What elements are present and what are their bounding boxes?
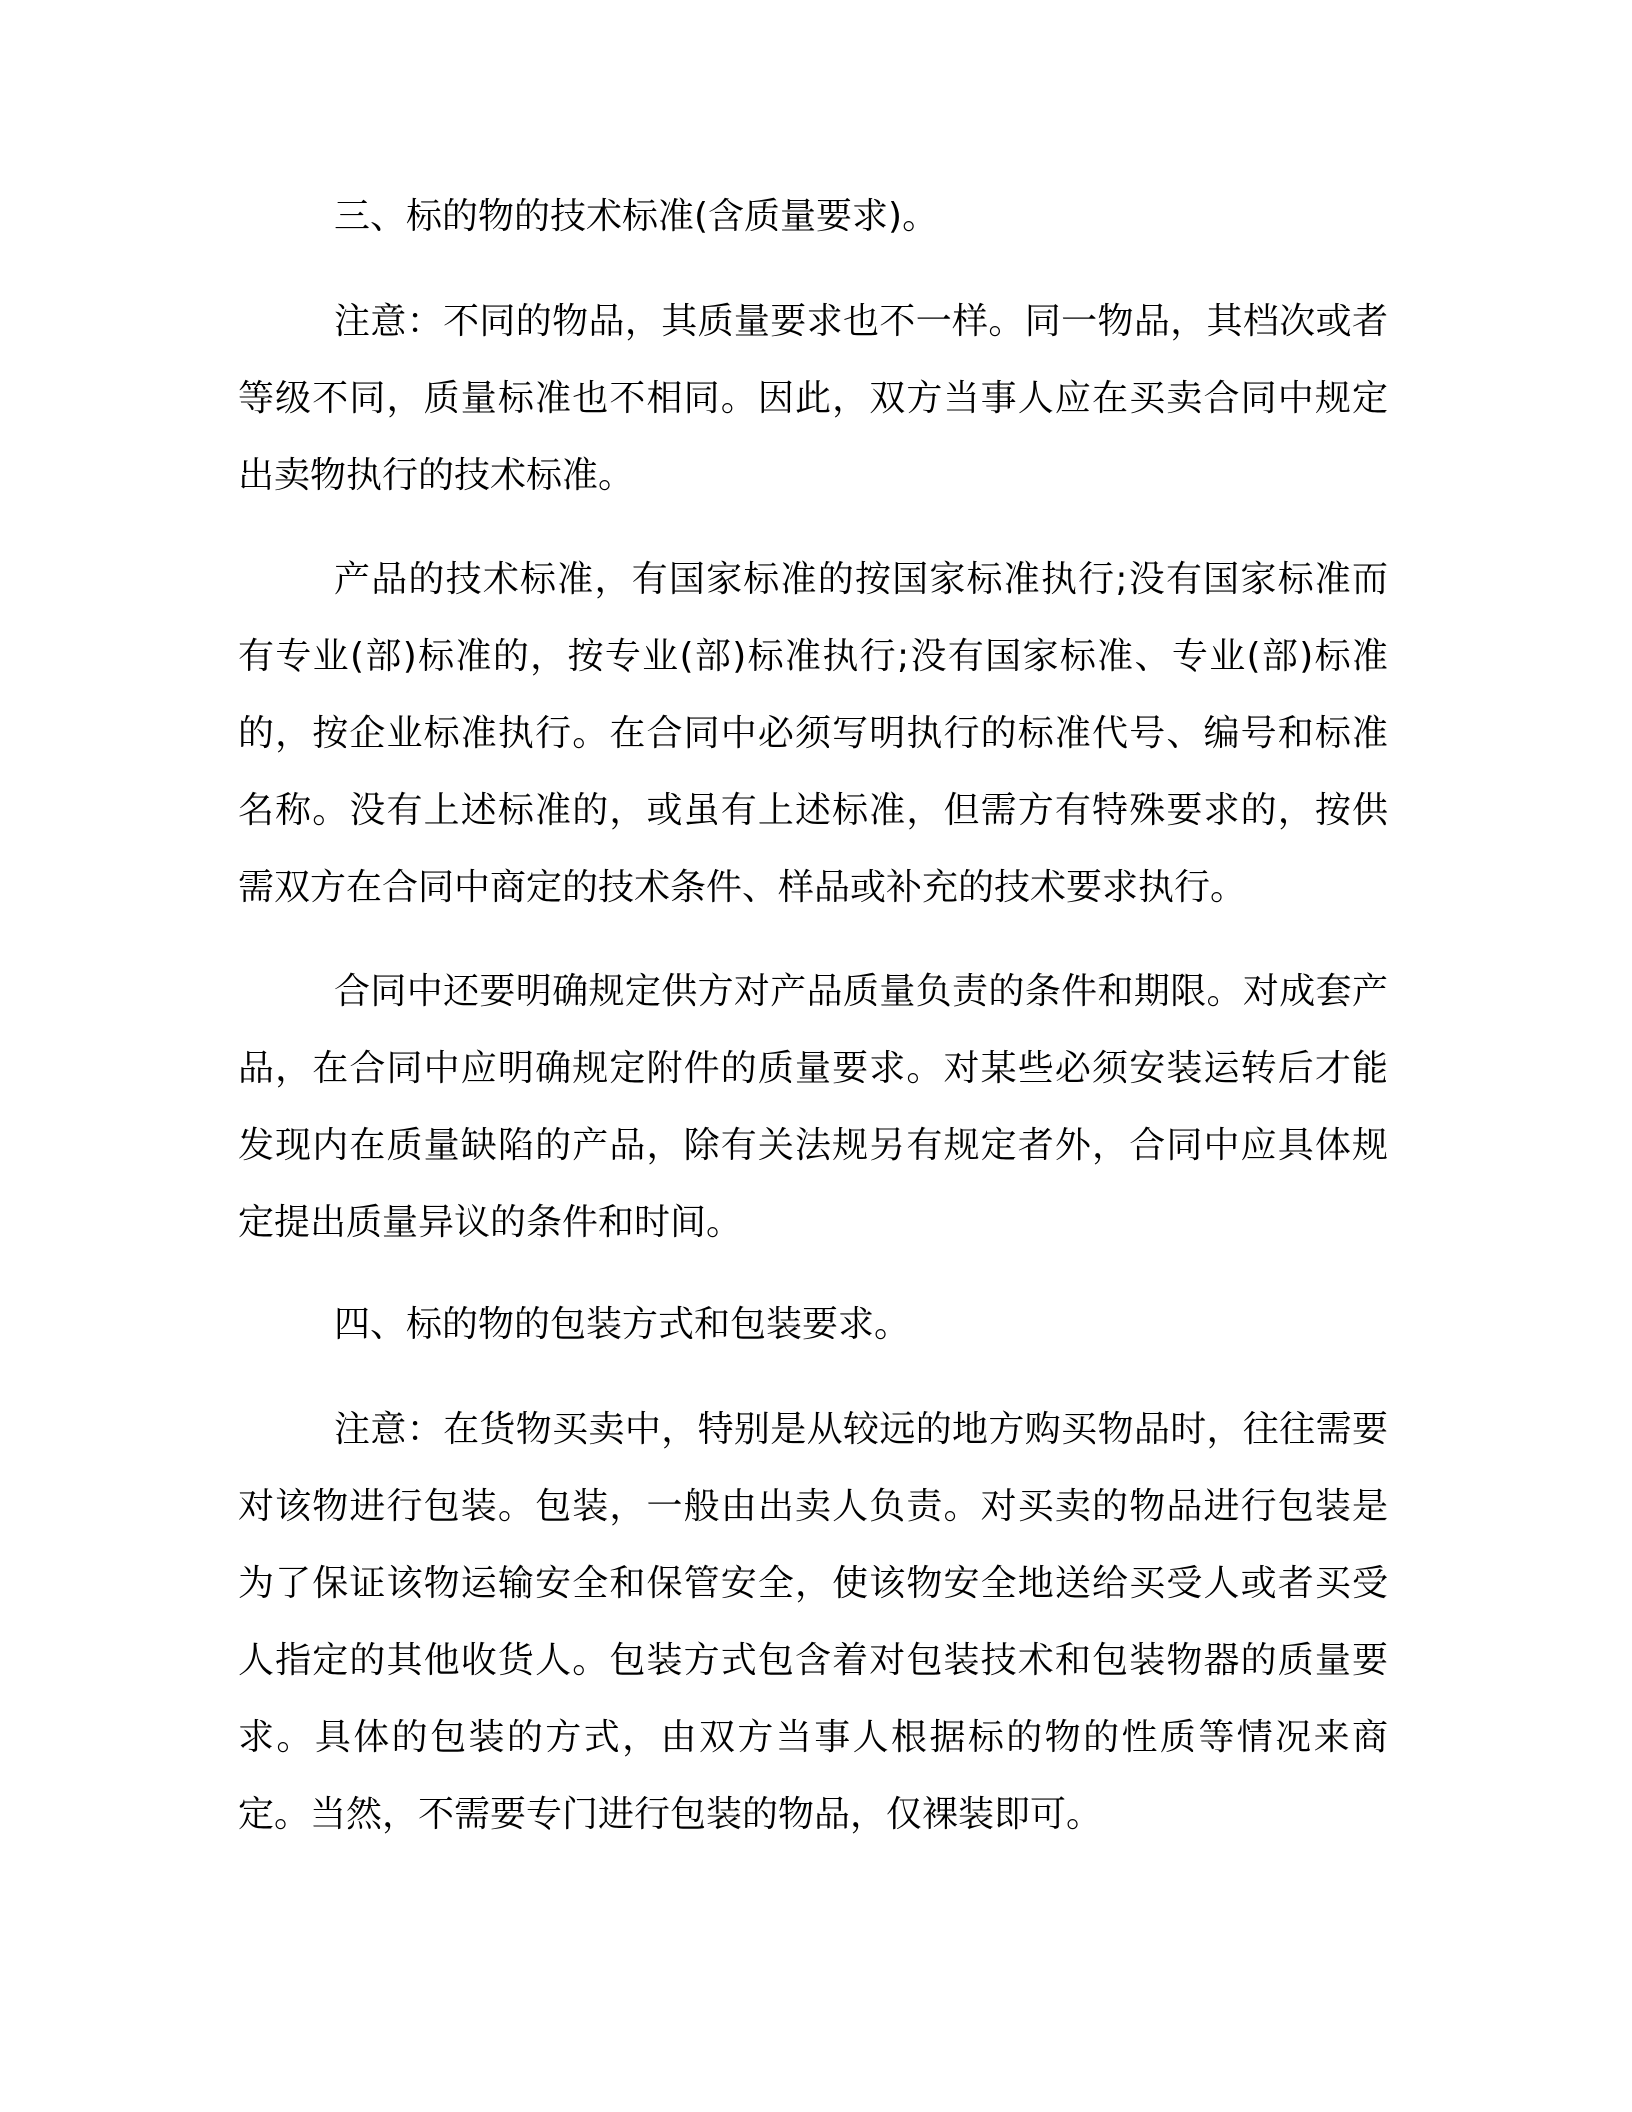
section-heading-technical-standards: 三、标的物的技术标准(含质量要求)。: [334, 196, 939, 237]
paragraph-quality-note: 注意：不同的物品，其质量要求也不一样。同一物品，其档次或者等级不同，质量标准也不相同。因此，双方当事人应在买卖合同中规定出卖物执行的技术标准。: [238, 301, 1388, 496]
paragraph-packaging-note: 注意：在货物买卖中，特别是从较远的地方购买物品时，往往需要对该物进行包装。包装，一般由出卖人负责。对买卖的物品进行包装是为了保证该物运输安全和保管安全，使该物安全地送给买受人或者买受人指定的其他收货人。包装方式包含着对包装技术和包装物器的质量要求。具体的包装的方式，由双方当事人根据标的物的性质等情况来商定。当然，不需要专门进行包装的物品，仅裸装即可。: [238, 1409, 1388, 1835]
paragraph-quality-responsibility: 合同中还要明确规定供方对产品质量负责的条件和期限。对成套产品，在合同中应明确规定附件的质量要求。对某些必须安装运转后才能发现内在质量缺陷的产品，除有关法规另有规定者外，合同中应具体规定提出质量异议的条件和时间。: [238, 971, 1388, 1243]
paragraph-technical-standards: 产品的技术标准，有国家标准的按国家标准执行;没有国家标准而有专业(部)标准的，按专业(部)标准执行;没有国家标准、专业(部)标准的，按企业标准执行。在合同中必须写明执行的标准代号、编号和标准名称。没有上述标准的，或虽有上述标准，但需方有特殊要求的，按供需双方在合同中商定的技术条件、样品或补充的技术要求执行。: [238, 559, 1388, 908]
section-heading-packaging: 四、标的物的包装方式和包装要求。: [334, 1304, 911, 1345]
